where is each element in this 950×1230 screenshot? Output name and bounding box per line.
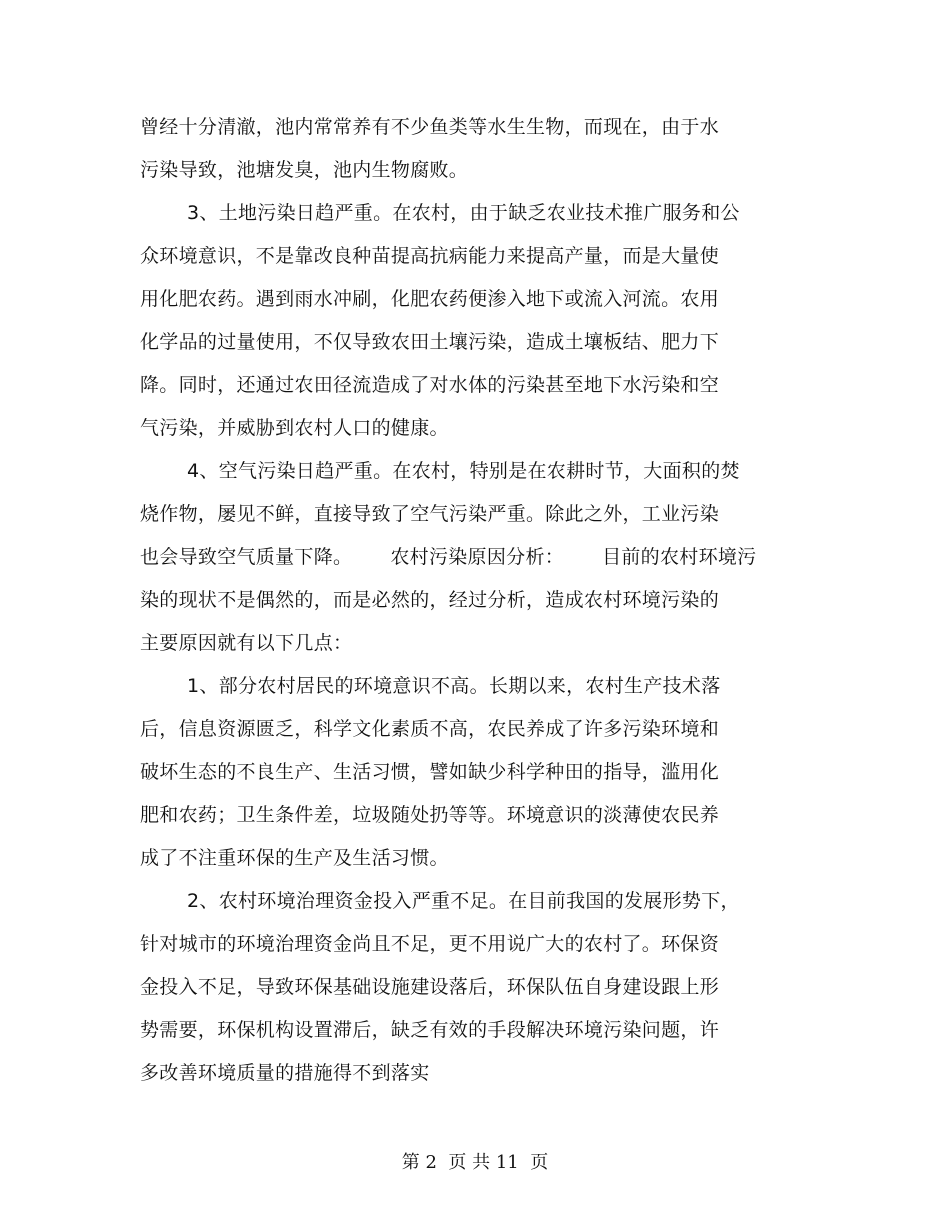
text-line: 主要原因就有以下几点： xyxy=(140,632,353,654)
paragraph-start-line: 4、空气污染日趋严重。在农村，特别是在农耕时节，大面积的焚 xyxy=(187,460,740,482)
text-line: 众环境意识，不是靠改良种苗提高抗病能力来提高产量，而是大量使 xyxy=(140,245,720,267)
text-line: 气污染，并威胁到农村人口的健康。 xyxy=(140,417,449,439)
text-line: 用化肥农药。遇到雨水冲刷，化肥农药便渗入地下或流入河流。农用 xyxy=(140,288,720,310)
text-line: 染的现状不是偶然的，而是必然的，经过分析，造成农村环境污染的 xyxy=(140,589,720,611)
page-number-footer: 第 2 页 共 11 页 xyxy=(401,1152,549,1173)
paragraph-start-line: 2、农村环境治理资金投入严重不足。在目前我国的发展形势下， xyxy=(187,890,740,912)
paragraph-start-line: 1、部分农村居民的环境意识不高。长期以来，农村生产技术落 xyxy=(187,675,721,697)
text-line: 金投入不足，导致环保基础设施建设落后，环保队伍自身建设跟上形 xyxy=(140,976,720,998)
text-line: 也会导致空气质量下降。 农村污染原因分析： 目前的农村环境污 xyxy=(140,546,757,568)
text-line: 成了不注重环保的生产及生活习惯。 xyxy=(140,847,449,869)
paragraph-start-line: 3、土地污染日趋严重。在农村，由于缺乏农业技术推广服务和公 xyxy=(187,202,740,224)
text-line: 针对城市的环境治理资金尚且不足，更不用说广大的农村了。环保资 xyxy=(140,933,720,955)
text-line: 后，信息资源匮乏，科学文化素质不高，农民养成了许多污染环境和 xyxy=(140,718,720,740)
text-line: 烧作物，屡见不鲜，直接导致了空气污染严重。除此之外，工业污染 xyxy=(140,503,720,525)
text-line: 污染导致，池塘发臭，池内生物腐败。 xyxy=(140,159,469,181)
text-line: 曾经十分清澈，池内常常养有不少鱼类等水生生物，而现在，由于水 xyxy=(140,116,720,138)
text-line: 势需要，环保机构设置滞后，缺乏有效的手段解决环境污染问题，许 xyxy=(140,1019,720,1041)
text-line: 化学品的过量使用，不仅导致农田土壤污染，造成土壤板结、肥力下 xyxy=(140,331,720,353)
text-line: 破坏生态的不良生产、生活习惯，譬如缺少科学种田的指导，滥用化 xyxy=(140,761,720,783)
text-line: 肥和农药；卫生条件差，垃圾随处扔等等。环境意识的淡薄使农民养 xyxy=(140,804,720,826)
text-line: 降。同时，还通过农田径流造成了对水体的污染甚至地下水污染和空 xyxy=(140,374,720,396)
text-line: 多改善环境质量的措施得不到落实 xyxy=(140,1062,430,1084)
